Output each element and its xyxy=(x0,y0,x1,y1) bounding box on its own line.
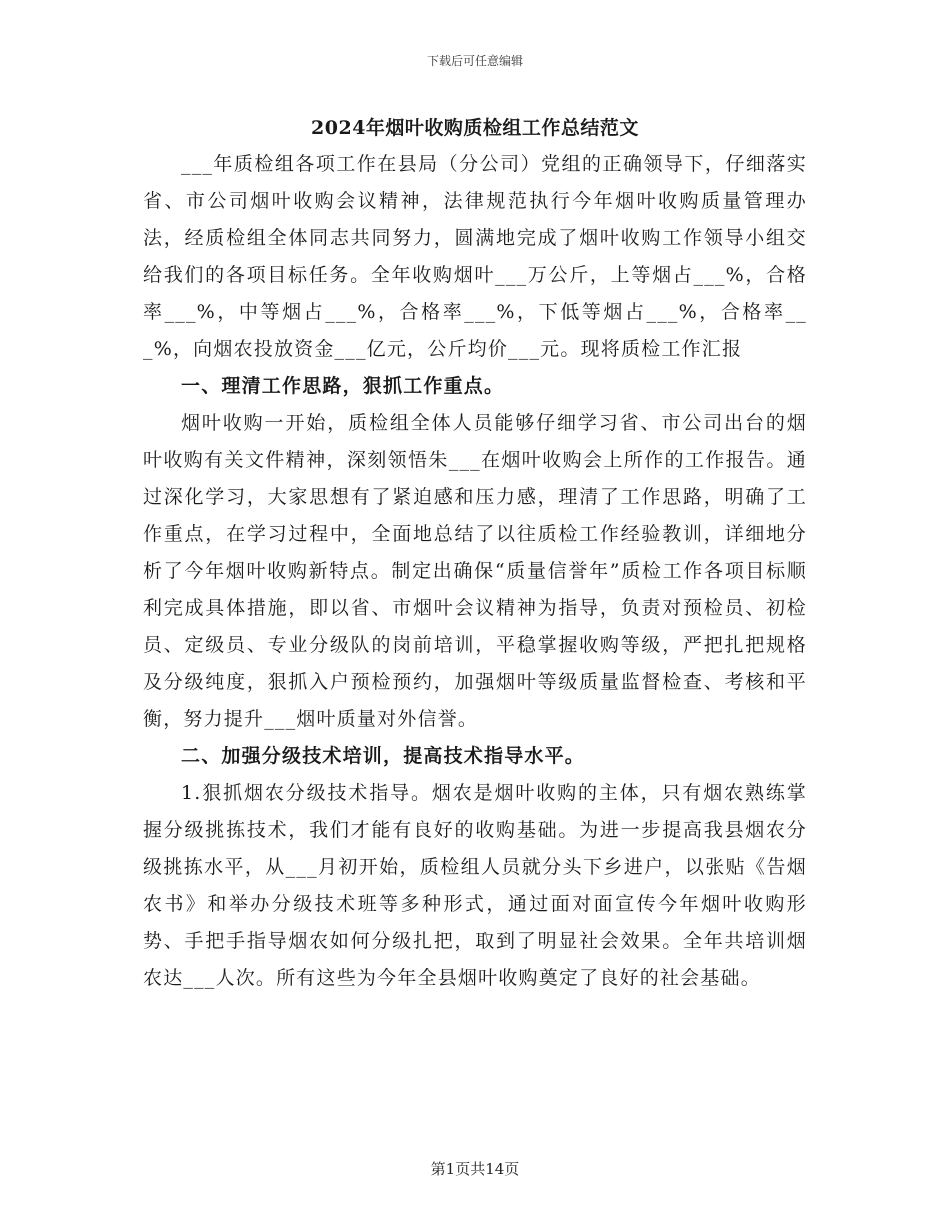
body-paragraph-section-2-item-1: 1.狠抓烟农分级技术指导。烟农是烟叶收购的主体，只有烟农熟练掌握分级挑拣技术，我们才能有良好的收购基础。为进一步提高我县烟农分级挑拣水平，从___月初开始，质检组人员就分头下乡进户，以张贴《告烟农书》和举办分级技术班等多种形式，通过面对面宣传今年烟叶收购形势、手把手指导烟农如何分级扎把，取到了明显社会效果。全年共培训烟农达___人次。所有这些为今年全县烟叶收购奠定了良好的社会基础。 xyxy=(143,782,807,989)
body-paragraph-intro: ___年质检组各项工作在县局（分公司）党组的正确领导下，仔细落实省、市公司烟叶收购会议精神，法律规范执行今年烟叶收购质量管理办法，经质检组全体同志共同努力，圆满地完成了烟叶收购工作领导小组交给我们的各项目标任务。全年收购烟叶___万公斤，上等烟占___%，合格率___%，中等烟占___%，合格率___%，下低等烟占___%，合格率___%，向烟农投放资金___亿元，公斤均价___元。现将质检工作汇报 xyxy=(143,153,807,360)
header-note: 下载后可任意编辑 xyxy=(426,54,523,68)
document-body xyxy=(143,146,807,997)
section-heading-2: 二、加强分级技术培训，提高技术指导水平。 xyxy=(181,745,586,767)
section-heading-1: 一、理清工作思路，狠抓工作重点。 xyxy=(181,375,505,397)
document-title: 2024年烟叶收购质检组工作总结范文 xyxy=(311,117,639,139)
body-paragraph-section-1: 烟叶收购一开始，质检组全体人员能够仔细学习省、市公司出台的烟叶收购有关文件精神，深刻领悟朱___在烟叶收购会上所作的工作报告。通过深化学习，大家思想有了紧迫感和压力感，理清了工作思路，明确了工作重点，在学习过程中，全面地总结了以往质检工作经验教训，详细地分析了今年烟叶收购新特点。制定出确保“质量信誉年”质检工作各项目标顺利完成具体措施，即以省、市烟叶会议精神为指导，负责对预检员、初检员、定级员、专业分级队的岗前培训，平稳掌握收购等级，严把扎把规格及分级纯度，狠抓入户预检预约，加强烟叶等级质量监督检查、考核和平衡，努力提升___烟叶质量对外信誉。 xyxy=(143,412,807,730)
page-number-footer: 第1页共14页 xyxy=(430,1160,520,1178)
